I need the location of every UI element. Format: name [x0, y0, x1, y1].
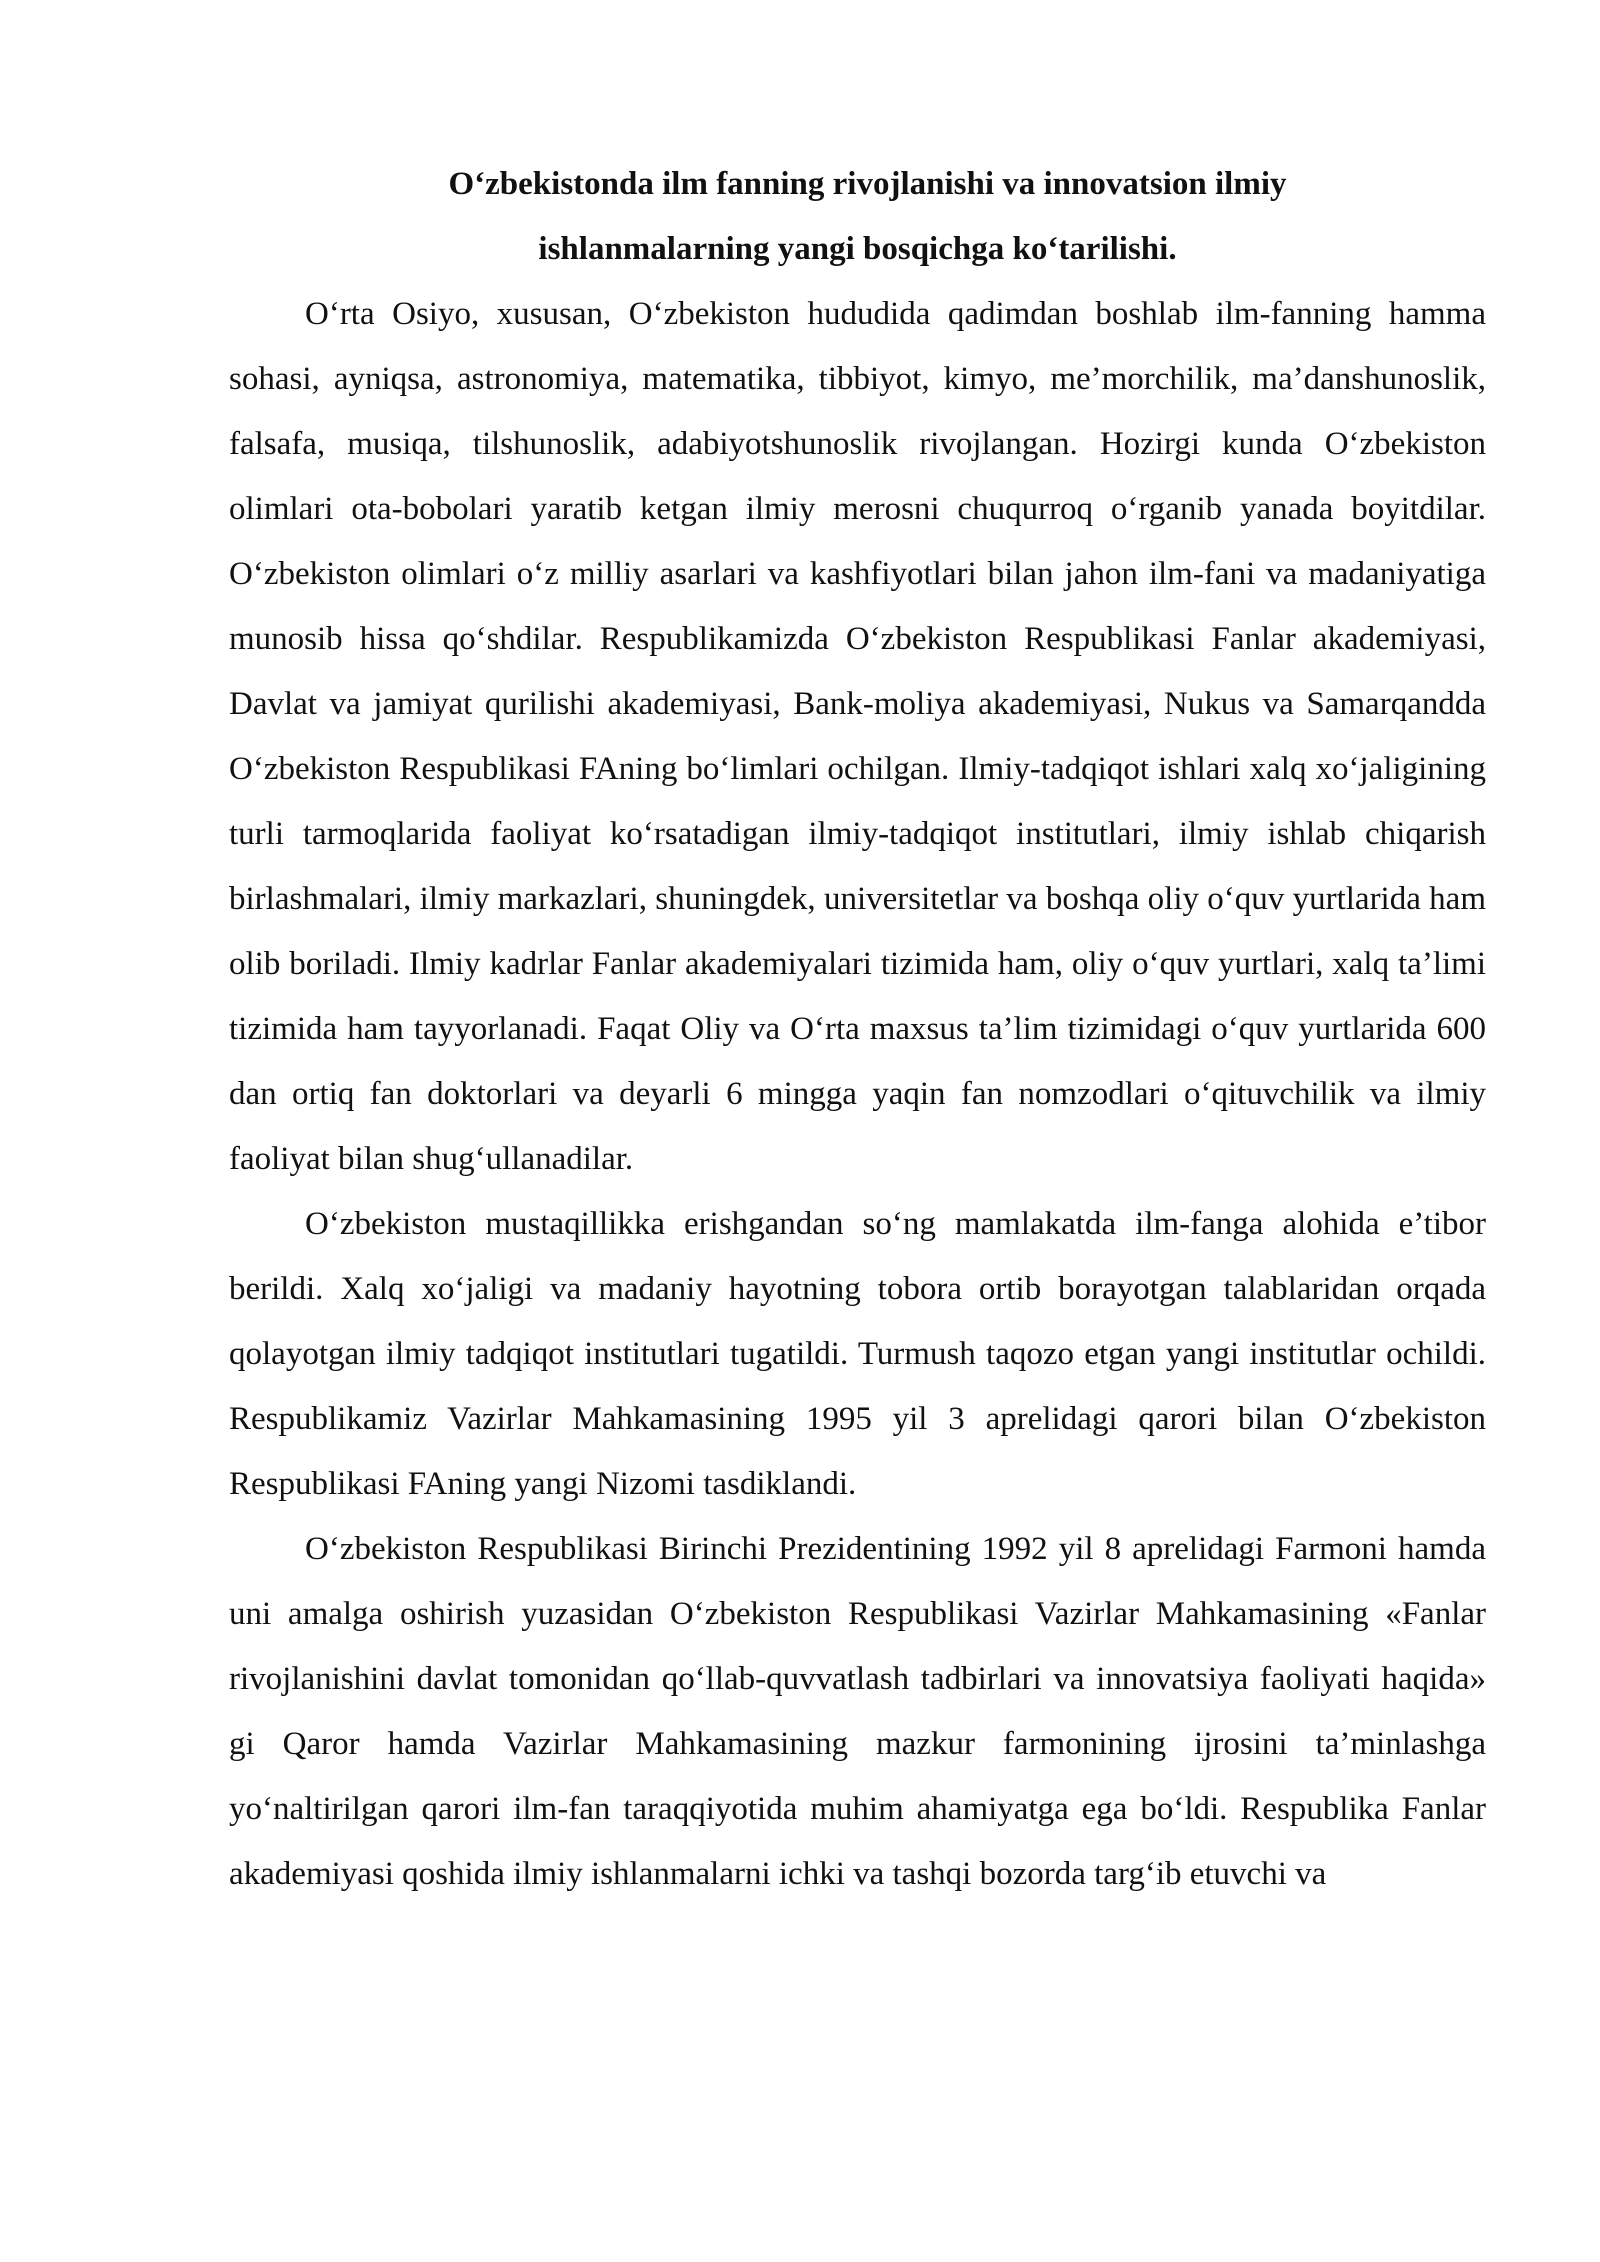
paragraph-3: O‘zbekiston Respublikasi Birinchi Prezidentining 1992 yil 8 aprelidagi Farmoni hamda uni amalga oshirish yuzasidan O‘zbekiston Respublikasi Vazirlar Mahkamasining «Fanlar rivojlanishini davlat tomonidan qo‘llab-quvvatlash tadbirlari va innovatsiya faoliyati haqida» gi Qaror hamda Vazirlar Mahkamasining mazkur farmonining ijrosini ta’minlashga yo‘naltirilgan qarori ilm-fan taraqqiyotida muhim ahamiyatga ega bo‘ldi. Respublika Fanlar akademiyasi qoshida ilmiy ishlanmalarni ichki va tashqi bozorda targ‘ib etuvchi va [229, 1531, 1486, 1892]
document-body [229, 152, 1486, 1907]
title-line-2: ishlanmalarning yangi bosqichga ko‘tarilishi. [538, 231, 1177, 267]
paragraph-1: O‘rta Osiyo, xususan, O‘zbekiston hududida qadimdan boshlab ilm-fanning hamma sohasi, ayniqsa, astronomiya, matematika, tibbiyot, kimyo, me’morchilik, ma’danshunoslik, falsafa, musiqa, tilshunoslik, adabiyotshunoslik rivojlangan. Hozirgi kunda O‘zbekiston olimlari ota-bobolari yaratib ketgan ilmiy merosni chuqurroq o‘rganib yanada boyitdilar. O‘zbekiston olimlari o‘z milliy asarlari va kashfiyotlari bilan jahon ilm-fani va madaniyatiga munosib hissa qo‘shdilar. Respublikamizda O‘zbekiston Respublikasi Fanlar akademiyasi, Davlat va jamiyat qurilishi akademiyasi, Bank-moliya akademiyasi, Nukus va Samarqandda O‘zbekiston Respublikasi FAning bo‘limlari ochilgan. Ilmiy-tadqiqot ishlari xalq xo‘jaligining turli tarmoqlarida faoliyat ko‘rsatadigan ilmiy-tadqiqot institutlari, ilmiy ishlab chiqarish birlashmalari, ilmiy markazlari, shuningdek, universitetlar va boshqa oliy o‘quv yurtlarida ham olib boriladi. Ilmiy kadrlar Fanlar akademiyalari tizimida ham, oliy o‘quv yurtlari, xalq ta’limi tizimida ham tayyorlanadi. Faqat Oliy va O‘rta maxsus ta’lim tizimidagi o‘quv yurtlarida 600 dan ortiq fan doktorlari va deyarli 6 mingga yaqin fan nomzodlari o‘qituvchilik va ilmiy faoliyat bilan shug‘ullanadilar. [229, 296, 1486, 1177]
paragraph-2: O‘zbekiston mustaqillikka erishgandan so‘ng mamlakatda ilm-fanga alohida e’tibor berildi. Xalq xo‘jaligi va madaniy hayotning tobora ortib borayotgan talablaridan orqada qolayotgan ilmiy tadqiqot institutlari tugatildi. Turmush taqozo etgan yangi institutlar ochildi. Respublikamiz Vazirlar Mahkamasining 1995 yil 3 aprelidagi qarori bilan O‘zbekiston Respublikasi FAning yangi Nizomi tasdiklandi. [229, 1206, 1486, 1502]
title-line-1: O‘zbekistonda ilm fanning rivojlanishi va innovatsion ilmiy [448, 166, 1287, 202]
document-title [229, 152, 1486, 282]
